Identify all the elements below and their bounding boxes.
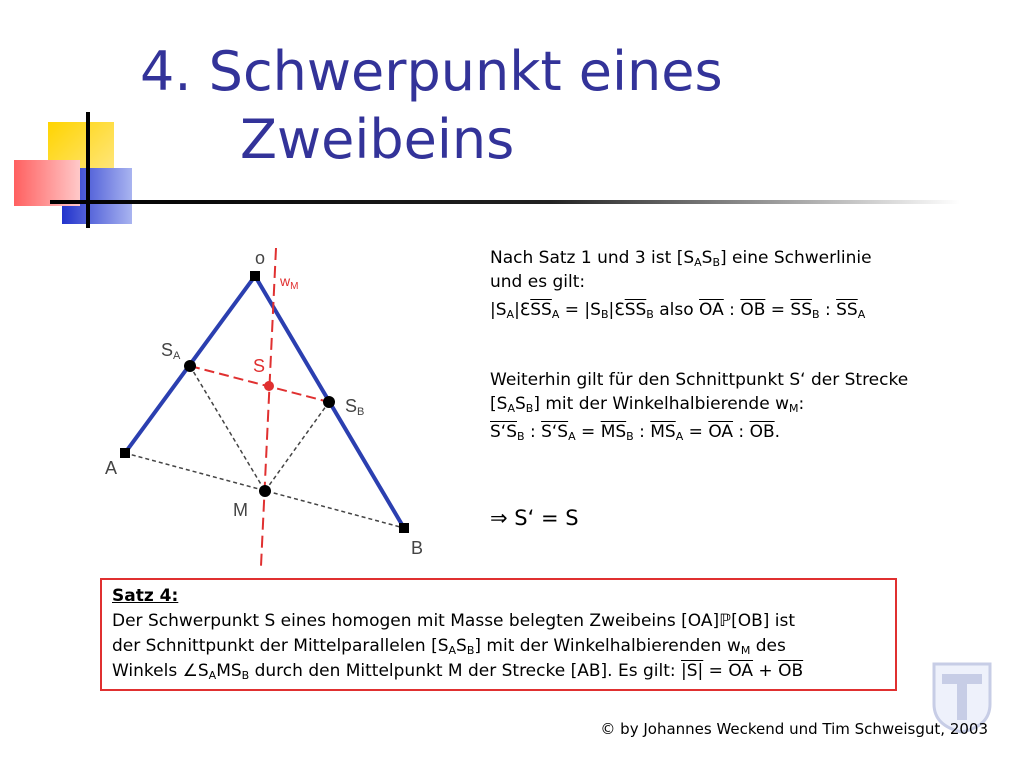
paragraph-schnittpunkt (490, 368, 970, 444)
point-s (264, 381, 274, 391)
zweibein-diagram (95, 240, 465, 570)
label-o: o (255, 248, 266, 268)
deco-vertical-line (86, 112, 90, 228)
segment-sa-m (190, 366, 265, 491)
point-a (120, 448, 130, 458)
paragraph-satz-reference (490, 246, 970, 322)
satz-line-2: der Schnittpunkt der Mittelparallelen $[S_AS_B]$ mit der Winkelhalbierenden $w_M$ des (112, 636, 786, 657)
title-line-1: 4. Schwerpunkt eines (140, 40, 723, 103)
label-a: A (105, 458, 118, 478)
point-b (399, 523, 409, 533)
label-sa: SA (161, 340, 181, 362)
label-m: M (233, 500, 248, 520)
segment-sb-m (265, 402, 329, 491)
label-sb: SB (345, 396, 365, 418)
title-rule (50, 200, 960, 204)
p1-line-2: und es gilt: (490, 272, 586, 292)
equation-2: $S‘S_B$ : $S‘S_A = \overline{MS}_B$ : $\overline{MS}_A = \overline{OA}$ : $\overline{OB}$. (490, 422, 781, 443)
satz-line-1: Der Schwerpunkt S eines homogen mit Masse belegten Zweibeins [OA]ℙ[OB] ist (112, 611, 796, 631)
label-b: B (411, 538, 424, 558)
satz-line-3: Winkels $\angle S_AMS_B$ durch den Mittelpunkt M der Strecke [AB]. Es gilt: $|S| = \overline{OA} + \overline{OB}$ (112, 661, 804, 682)
point-o (250, 271, 260, 281)
point-sb (323, 396, 335, 408)
satz-4-box (100, 578, 897, 691)
p2-line-2: $[S_AS_B]$ mit der Winkelhalbierende $w_M$: (490, 394, 805, 415)
point-m (259, 485, 271, 497)
conclusion: ⇒ S‘ = S (490, 506, 579, 530)
footer-credit: © by Johannes Weckend und Tim Schweisgut, 2003 (600, 720, 988, 738)
title-line-2: Zweibeins (240, 108, 515, 171)
point-sa (184, 360, 196, 372)
label-s: S (253, 356, 266, 376)
p1-line-1: Nach Satz 1 und 3 ist $[S_AS_B]$ eine Schwerlinie (490, 248, 872, 269)
slide-title (140, 38, 900, 174)
label-wm: $w_M$ (280, 273, 299, 292)
p2-line-1: Weiterhin gilt für den Schnittpunkt S‘ der Strecke (490, 370, 909, 390)
satz-heading: Satz 4: (112, 586, 179, 606)
equation-1: $|S_A|ℇ\overline{SS}_A$ = $|S_B|ℇ\overline{SS}_B$ also $\overline{OA}$ : $\overline{OB} = \overline{SS}_B$ : $\overline{SS}_A$ (490, 300, 866, 321)
